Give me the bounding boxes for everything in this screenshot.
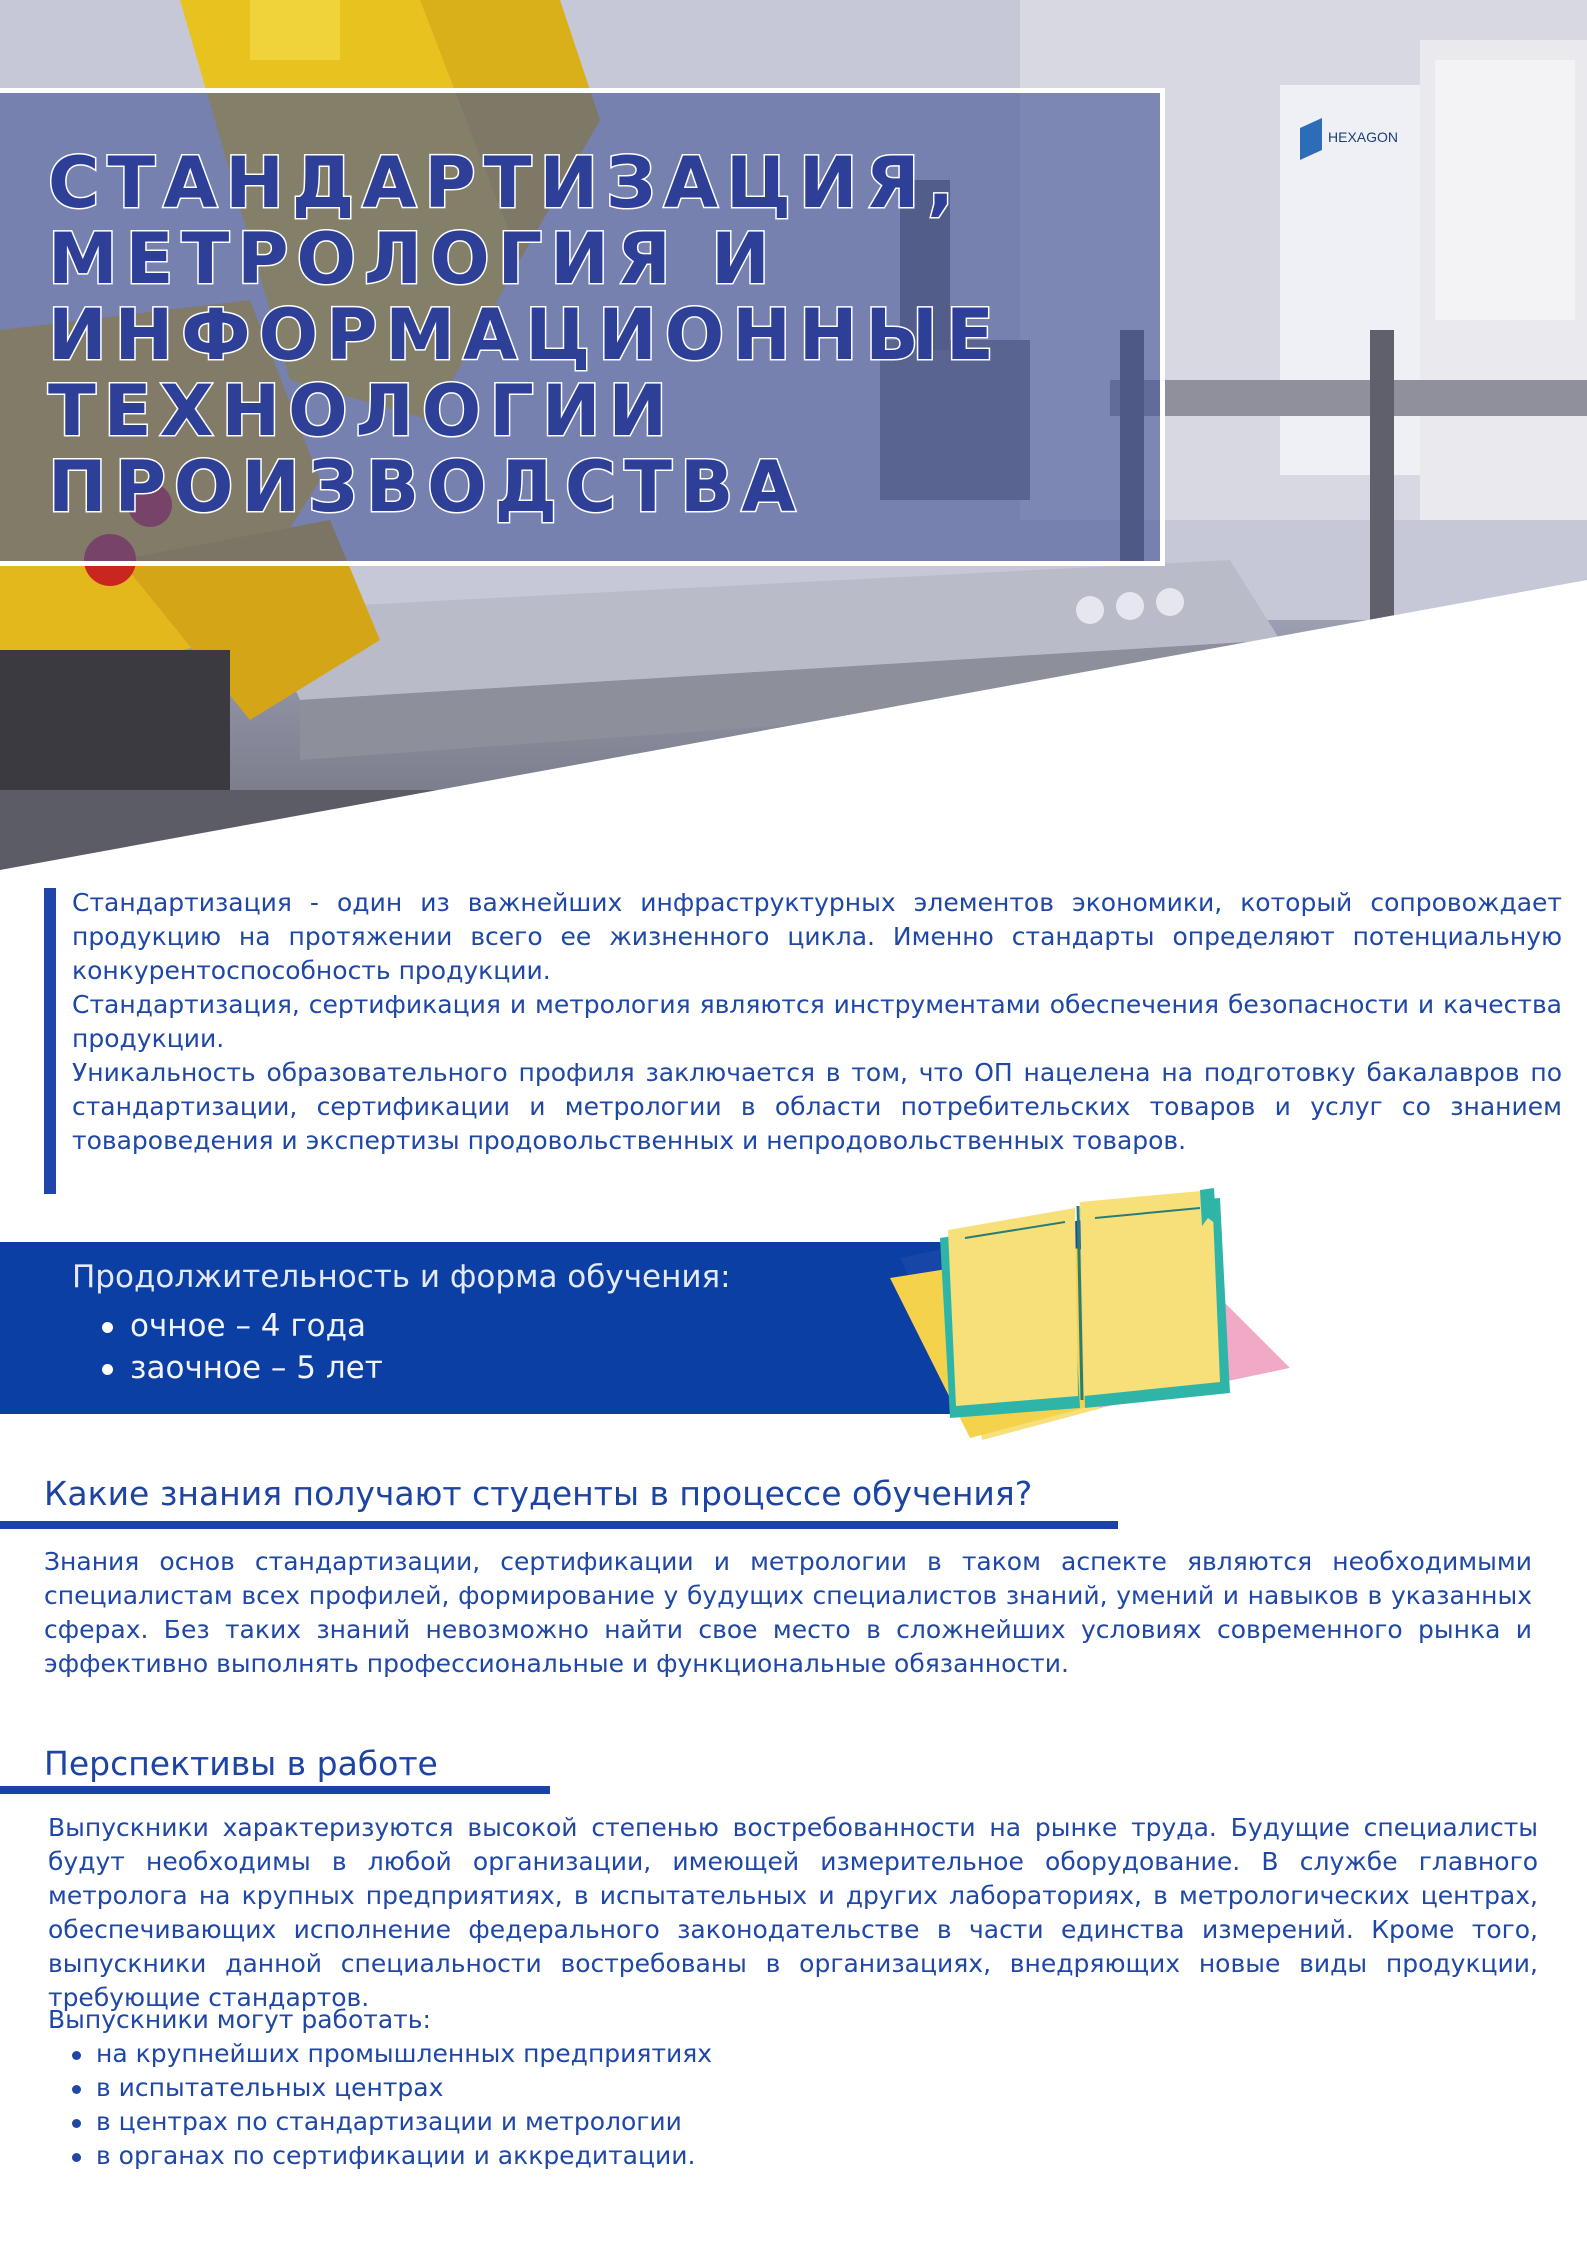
intro-paragraph-1: Стандартизация - один из важнейших инфраструктурных элементов экономики, который сопровождает продукцию на протяжении всего ее жизненного цикла. Именно стандарты определяют потенциальную конкурентоспособность продукции. <box>72 888 1562 985</box>
career-list-intro: Выпускники могут работать: <box>48 2005 431 2034</box>
intro-paragraph-3: Уникальность образовательного профиля заключается в том, что ОП нацелена на подготовку бакалавров по стандартизации, сертификации и метрологии в области потребительских товаров и услуг со знанием товароведения и экспертизы продовольственных и непродовольственных товаров. <box>72 1058 1562 1155</box>
knowledge-text: Знания основ стандартизации, сертификации и метрологии в таком аспекте являются необходимыми специалистам всех профилей, формирование у будущих специалистов знаний, умений и навыков в указанных сферах. Без таких знаний невозможно найти свое место в сложнейших условиях современного рынка и эффективно выполнять профессиональные и функциональные обязанности. <box>44 1547 1532 1678</box>
intro-paragraph-2: Стандартизация, сертификация и метрология являются инструментами обеспечения безопасности и качества продукции. <box>72 990 1562 1053</box>
hero-banner <box>0 0 1587 870</box>
title-line-5: ПРОИЗВОДСТВА <box>48 446 804 528</box>
duration-item-extramural: заочное – 5 лет <box>100 1347 383 1389</box>
title-line-2: МЕТРОЛОГИЯ И <box>48 218 778 300</box>
intro-text <box>72 886 1562 1158</box>
title-line-4: ТЕХНОЛОГИИ <box>48 370 676 452</box>
knowledge-heading-rule <box>0 1521 1118 1529</box>
knowledge-heading: Какие знания получают студенты в процессе обучения? <box>44 1474 1033 1513</box>
career-heading-rule <box>0 1786 550 1794</box>
intro-accent-bar <box>44 888 56 1194</box>
career-list <box>48 2037 712 2173</box>
career-heading: Перспективы в работе <box>44 1744 438 1783</box>
career-item: в испытательных центрах <box>48 2071 712 2105</box>
duration-title: Продолжительность и форма обучения: <box>72 1259 731 1295</box>
title-line-1: СТАНДАРТИЗАЦИЯ, <box>48 142 962 224</box>
career-text: Выпускники характеризуются высокой степенью востребованности на рынке труда. Будущие специалисты будут необходимы в любой организации, имеющей измерительное оборудование. В службе главного метролога на крупных предприятиях, в испытательных и других лабораториях, в метрологических центрах, обеспечивающих исполнение федерального законодательстве в части единства измерений. Кроме того, выпускники данной специальности востребованы в организациях, внедряющих новые виды продукции, требующие стандартов. <box>48 1813 1538 2012</box>
career-item: в центрах по стандартизации и метрологии <box>48 2105 712 2139</box>
duration-list <box>100 1305 383 1389</box>
career-item: на крупнейших промышленных предприятиях <box>48 2037 712 2071</box>
duration-item-fulltime: очное – 4 года <box>100 1305 383 1347</box>
hexagon-sign-text: HEXAGON <box>1328 129 1399 145</box>
open-book-icon <box>870 1178 1310 1448</box>
page-title <box>48 142 1148 528</box>
career-item: в органах по сертификации и аккредитации. <box>48 2139 712 2173</box>
title-line-3: ИНФОРМАЦИОННЫЕ <box>48 294 1002 376</box>
